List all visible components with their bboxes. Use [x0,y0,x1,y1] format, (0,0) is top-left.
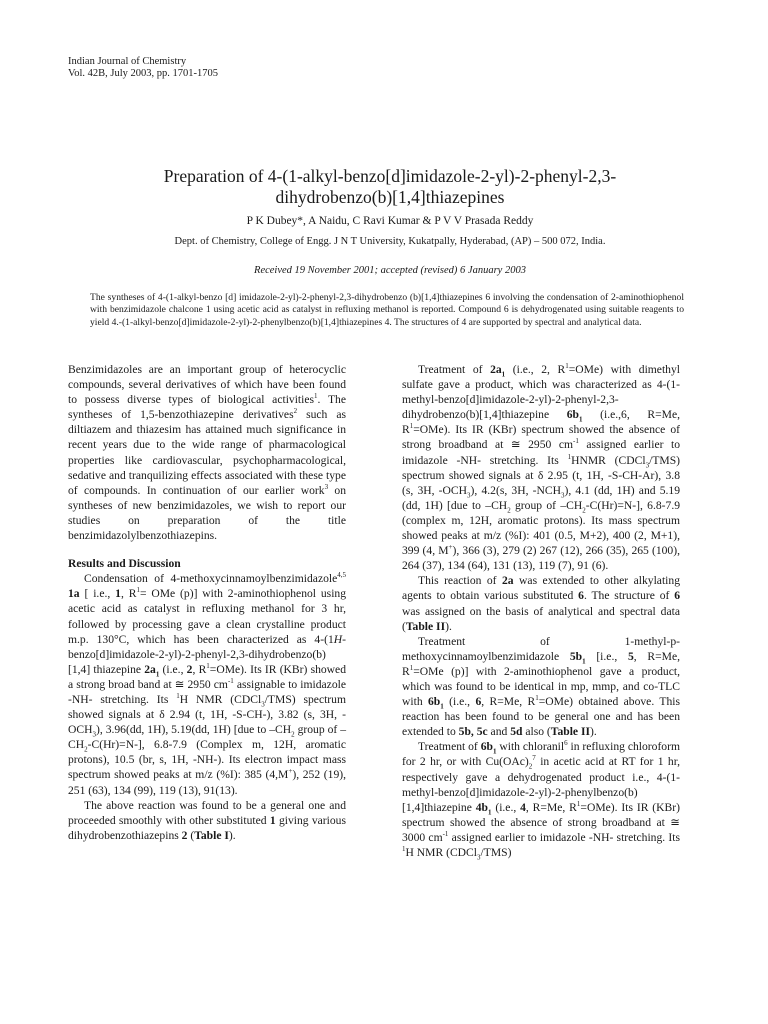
results-paragraph-1: Condensation of 4-methoxycinnamoylbenzimidazole$^{4,5}$ 1a [ i.e., 1, $R^1=$ OMe (p)] with 2-aminothiophenol using acetic acid as catalyst in refluxing methanol for 3 hr, followed by processing gave a clean crystalline product m.p. 130°C, which has been characterized as 4-(1H-benzo[d]imidazole-2-yl)-2-phenyl-2,3-dihydrobenzo(b)[1,4] thiazepine $2a_1$ (i.e., 2, $R^1=OMe$). Its IR (KBr) showed a strong broad band at ≅ 2950 $cm^{-1}$ assignable to imidazole -NH- stretching. Its $^1$H NMR (CDCl$_3$/TMS) spectrum showed signals at δ 2.94 (t, 1H, -S-CH-), 3.82 (s, 3H, $-OCH_3$), 3.96(dd, 1H), 5.19(dd, 1H) [due to $-CH_2$ group of $-CH_2-C(Hr)=N-$], 6.8-7.9 (Complex m, 12H, aromatic protons), 10.5 (br, s, 1H, -NH-). Its electron impact mass spectrum showed peaks at m/z (%I): 385 (4,M+), 252 (19), 251 (63), 134 (99), 119 (13), 91(13). [68,571,347,797]
results-paragraph-5: Treatment of 1-methyl-p-methoxycinnamoylbenzimidazole $5b_1$ [i.e., 5, R=Me, $R^1=OMe$ (p)] with 2-aminothiophenol gave a product, which was found to be identical in mp, mmp, and co-TLC with $6b_1$ (i.e., 6, R=Me, $R^1=OMe$) obtained above. This reaction has been found to be general one and has been extended to 5b, 5c and 5d also (Table II). [402,634,681,739]
results-paragraph-6: Treatment of $6b_1$ with chloranil$^6$ in refluxing chloroform for 2 hr, or with $Cu(OAc)_2^7$ in acetic acid at RT for 1 hr, respectively gave a dehydrogenated product i.e., 4-(1-methyl-benzo[d]imidazole-2-yl)-2-phenylbenzo(b)[1,4]thiazepine $4b_1$ (i.e., 4, R=Me, $R^1=OMe$). Its IR (KBr) spectrum showed the absence of strong broadband at ≅ 3000 $cm^{-1}$ assigned earlier to imidazole -NH- stretching. Its $^1$H NMR (CDCl$_3$/TMS) [402,739,681,862]
body-column-right [402,362,680,860]
paper-title-line-1: Preparation of 4-(1-alkyl-benzo[d]imidazole-2-yl)-2-phenyl-2,3- [163,166,617,186]
paper-title [100,166,680,208]
journal-header [68,56,218,80]
journal-volume: Vol. 42B, July 2003, pp. 1701-1705 [68,68,219,79]
paper-abstract: The syntheses of 4-(1-alkyl-benzo [d] imidazole-2-yl)-2-phenyl-2,3-dihydrobenzo (b)[1,4]thiazepines 6 involving the condensation of 2-aminothiophenol with benzimidazole chalcone 1 using acetic acid as catalyst in refluxing methanol is reported. Compound 6 is dehydrogenated using suitable reagents to yield 4.-(1-alkyl-benzo[d]imidazole-2-yl)-2-phenylbenzo(b)[1,4]thiazepines 4. The structures of 4 are supported by spectral and analytical data. [90,292,684,328]
paper-authors: P K Dubey*, A Naidu, C Ravi Kumar & P V V Prasada Reddy [246,215,534,227]
results-paragraph-3: Treatment of $2a_1$ (i.e., 2, $R^1=OMe$) with dimethyl sulfate gave a product, which was characterized as 4-(1-methyl-benzo[d]imidazole-2-yl)-2-phenyl-2,3-dihydrobenzo(b)[1,4]thiazepine $6b_1$ (i.e.,6, R=Me, $R^1=OMe$). Its IR (KBr) spectrum showed the absence of strong broadband at ≅ 2950 $cm^{-1}$ assigned earlier to imidazole -NH- stretching. Its $^1$HNMR (CDCl$_3$/TMS) spectrum showed signals at δ 2.95 (t, 1H, -S-CH-Ar), 3.8 (s, 3H, $-OCH_3$), 4.2(s, 3H, $-NCH_3$), 4.1 (dd, 1H) and 5.19 (dd, 1H) [due to $-CH_2$ group of $-CH_2-C(Hr)=N-$], 6.8-7.9 (complex m, 12H, aromatic protons). Its mass spectrum showed peaks at m/z (%I): 401 (0.5, M+2), 400 (2, M+1), 399 (4, M+), 366 (3), 279 (2) 267 (12), 266 (35), 265 (100), 264 (37), 134 (64), 131 (13), 119 (7), 91 (6). [402,362,681,573]
paper-affiliation: Dept. of Chemistry, College of Engg. J N T University, Kukatpally, Hyderabad, (AP) – 500 072, India. [174,236,606,247]
paper-title-line-2: dihydrobenzo(b)[1,4]thiazepines [275,187,505,207]
journal-name: Indian Journal of Chemistry [68,56,187,67]
results-paragraph-2: The above reaction was found to be a general one and proceeded smoothly with other substituted 1 giving various dihydrobenzothiazepins 2 (Table I). [68,798,346,842]
intro-paragraph: Benzimidazoles are an important group of heterocyclic compounds, several derivatives of which have been found to possess diverse types of biological activities$^1$. The syntheses of 1,5-benzothiazepine derivatives$^2$ such as diltiazem and thiazesim has attained much significance in recent years due to the wide range of pharmacological properties like cardiovascular, psychopharmacological, sedative and tranquilizing effects associated with these type of compounds. In continuation of our earlier work$^3$ on syntheses of new benzimidazoles, we wish to report our studies on preparation of the title benzimidazolylbenzothiazepins. [68,363,346,543]
results-heading: Results and Discussion [68,557,181,571]
body-column-left [68,362,346,843]
paper-received-date: Received 19 November 2001; accepted (revised) 6 January 2003 [254,265,526,276]
results-paragraph-4: This reaction of 2a was extended to other alkylating agents to obtain various substituted 6. The structure of 6 was assigned on the basis of analytical and spectral data (Table II). [402,574,680,633]
